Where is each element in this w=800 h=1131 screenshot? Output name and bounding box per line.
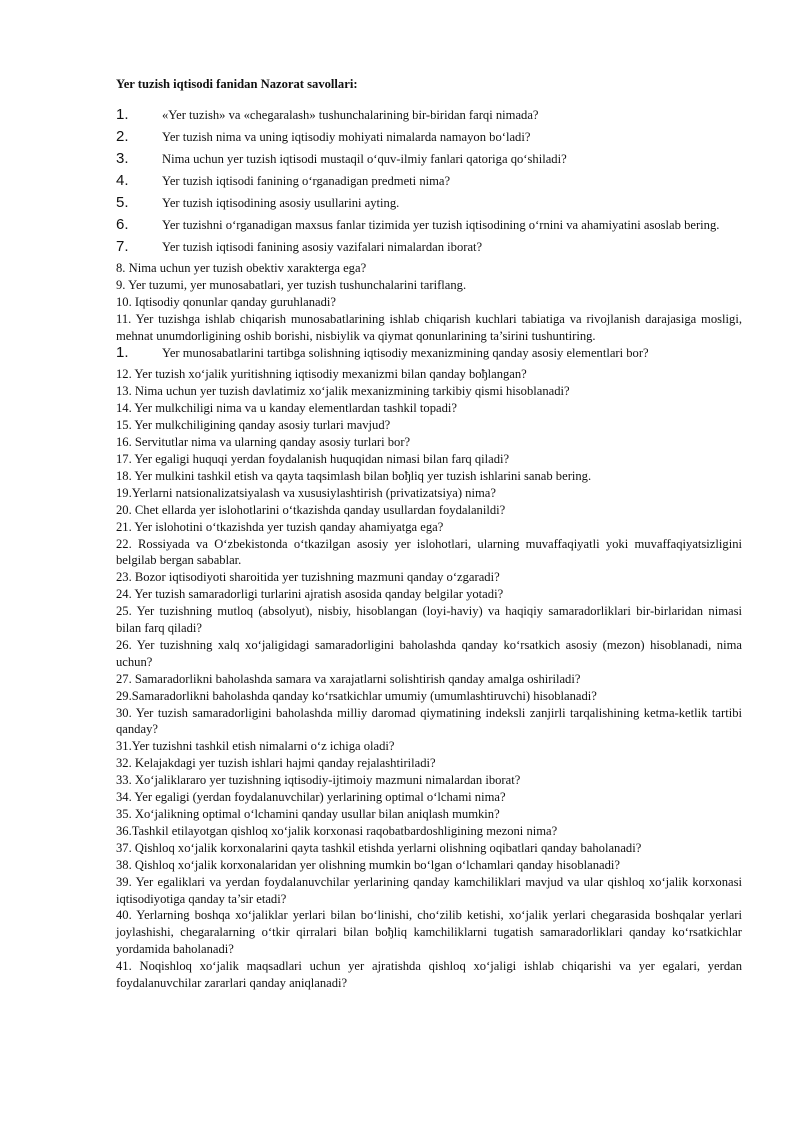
question-number: 1.: [116, 344, 129, 362]
question-item: 38. Qishloq xo‘jalik korxonalaridan yer olishning mumkin bo‘lgan o‘lchamlari qanday hisoblanadi?: [116, 857, 620, 872]
question-number: 5.: [116, 193, 129, 211]
question-item: 9. Yer tuzumi, yer munosabatlari, yer tuzish tushunchalarini tariflang.: [116, 277, 467, 292]
question-number: 2.: [116, 127, 129, 145]
question-number: 3.: [116, 149, 129, 167]
question-item: [116, 344, 742, 362]
question-text: Yer munosabatlarini tartibga solishning iqtisodiy mexanizmining qanday asosiy elementlari bor?: [162, 346, 649, 361]
question-item: 34. Yer egaligi (yerdan foydalanuvchilar) yerlarining optimal o‘lchami nima?: [116, 790, 506, 805]
question-item: 33. Xo‘jaliklararo yer tuzishning iqtisodiy-ijtimoiy mazmuni nimalardan iborat?: [116, 773, 521, 788]
question-item: 39. Yer egaliklari va yerdan foydalanuvchilar yerlarining qanday kamchiliklari mavjud va ular qishloq xo‘jalik korxonasi iqtisodiyotiga qanday ta’sir etadi?: [116, 874, 742, 906]
question-item: 14. Yer mulkchiligi nima va u kanday elementlardan tashkil topadi?: [116, 401, 458, 416]
question-item: 41. Noqishloq xo‘jalik maqsadlari uchun yer ajratishda qishloq xo‘jaligi ishlab chiqarishi va yer egalari, yerdan foydalanuvchilar zararlari qanday aniqlanadi?: [116, 959, 742, 991]
question-list-a: [116, 260, 742, 345]
question-item: 8. Nima uchun yer tuzish obektiv xarakterga ega?: [116, 260, 367, 275]
question-item: 12. Yer tuzish xo‘jalik yuritishning iqtisodiy mexanizmi bilan qanday boђlangan?: [116, 367, 527, 382]
question-item: [116, 106, 742, 124]
question-item: [116, 216, 742, 234]
question-item: 24. Yer tuzish samaradorligi turlarini ajratish asosida qanday belgilar yotadi?: [116, 587, 504, 602]
question-item: 23. Bozor iqtisodiyoti sharoitida yer tuzishning mazmuni qanday o‘zgaradi?: [116, 570, 500, 585]
question-item: 13. Nima uchun yer tuzish davlatimiz xo‘jalik mexanizmining tarkibiy qismi hisoblanadi?: [116, 384, 570, 399]
question-item: 22. Rossiyada va O‘zbekistonda o‘tkazilgan asosiy yer islohotlari, ularning muvaffaqiyatli yoki muvaffaqiyatsizligini belgilab bergan sabablar.: [116, 536, 742, 568]
question-item: 25. Yer tuzishning mutloq (absolyut), nisbiy, hisoblangan (loyi-haviy) va haqiqiy samaradorliklari bir-birlaridan nimasi bilan farq qiladi?: [116, 604, 742, 636]
question-number: 6.: [116, 215, 129, 233]
question-item: 32. Kelajakdagi yer tuzish ishlari hajmi qanday rejalashtiriladi?: [116, 756, 436, 771]
question-text: Yer tuzishni o‘rganadigan maxsus fanlar tizimida yer tuzish iqtisodining o‘rnini va ahamiyatini asoslab bering.: [162, 217, 720, 232]
question-item: 37. Qishloq xo‘jalik korxonalarini qayta tashkil etishda yerlarni olishning oqibatlari qanday baholanadi?: [116, 840, 642, 855]
question-text: Yer tuzish iqtisodi fanining asosiy vazifalari nimalardan iborat?: [162, 239, 483, 254]
question-text: Yer tuzish iqtisodi fanining o‘rganadigan predmeti nima?: [162, 173, 451, 188]
question-item: 29.Samaradorlikni baholashda qanday ko‘rsatkichlar umumiy (umumlashtiruvchi) hisoblanadi?: [116, 688, 597, 703]
question-item: [116, 172, 742, 190]
question-item: [116, 128, 742, 146]
question-text: Yer tuzish iqtisodining asosiy usullarini ayting.: [162, 195, 400, 210]
question-number: 7.: [116, 237, 129, 255]
question-item: 40. Yerlarning boshqa xo‘jaliklar yerlari bilan bo‘linishi, cho‘zilib ketishi, xo‘jalik yerlari chegarasida boshqalar yerlari joylashishi, chegaralarning o‘tkir qirralari bilan boђliq kamchiliklarni tugatish samaradorliklari qanday ko‘rsatkichlar yordamida baholanadi?: [116, 908, 742, 957]
question-item: 36.Tashkil etilayotgan qishloq xo‘jalik korxonasi raqobatbardoshligining mezoni nima?: [116, 823, 558, 838]
question-item: 19.Yerlarni natsionalizatsiyalash va xususiylashtirish (privatizatsiya) nima?: [116, 485, 496, 500]
question-number: 1.: [116, 105, 129, 123]
question-item: 18. Yer mulkini tashkil etish va qayta taqsimlash bilan boђliq yer tuzish ishlarini sanab bering.: [116, 468, 592, 483]
question-item: [116, 238, 742, 256]
question-item: 20. Chet ellarda yer islohotlarini o‘tkazishda qanday usullardan foydalanildi?: [116, 502, 506, 517]
question-item: 17. Yer egaligi huquqi yerdan foydalanish huquqidan nimasi bilan farq qiladi?: [116, 451, 510, 466]
question-item: [116, 194, 742, 212]
question-item: 16. Servitutlar nima va ularning qanday asosiy turlari bor?: [116, 435, 411, 450]
document-title: Yer tuzish iqtisodi fanidan Nazorat savollari:: [116, 77, 358, 91]
question-item: 11. Yer tuzishga ishlab chiqarish munosabatlarining ishlab chiqarish kuchlari tabiatiga va rivojlanish darajasiga mosligi, mehnat unumdorligining oshib borishi, nisbiylik va qiymat qonunlarining ta’sirini tushuntiring.: [116, 311, 742, 343]
question-text: «Yer tuzish» va «chegaralash» tushunchalarining bir-biridan farqi nimada?: [162, 107, 539, 122]
question-text: Nima uchun yer tuzish iqtisodi mustaqil o‘quv-ilmiy fanlari qatoriga qo‘shiladi?: [162, 151, 567, 166]
question-number: 4.: [116, 171, 129, 189]
numbered-question-b: [116, 344, 742, 362]
question-item: 27. Samaradorlikni baholashda samara va xarajatlarni solishtirish qanday amalga oshiriladi?: [116, 671, 581, 686]
question-item: 26. Yer tuzishning xalq xo‘jaligidagi samaradorligini baholashda qanday ko‘rsatkich asosiy (mezon) hisoblanadi, nima uchun?: [116, 637, 742, 669]
question-item: 31.Yer tuzishni tashkil etish nimalarni o‘z ichiga oladi?: [116, 739, 395, 754]
question-list-b: [116, 366, 742, 992]
question-item: 10. Iqtisodiy qonunlar qanday guruhlanadi?: [116, 294, 336, 309]
question-item: 21. Yer islohotini o‘tkazishda yer tuzish qanday ahamiyatga ega?: [116, 519, 444, 534]
question-item: [116, 150, 742, 168]
question-item: 30. Yer tuzish samaradorligini baholashda milliy daromad qiymatining indeksli zanjirli tarqalishining ketma-ketlik tartibi qanday?: [116, 705, 742, 737]
question-text: Yer tuzish nima va uning iqtisodiy mohiyati nimalarda namayon bo‘ladi?: [162, 129, 531, 144]
numbered-question-list: [116, 106, 742, 256]
question-item: 15. Yer mulkchiligining qanday asosiy turlari mavjud?: [116, 418, 391, 433]
question-item: 35. Xo‘jalikning optimal o‘lchamini qanday usullar bilan aniqlash mumkin?: [116, 807, 500, 821]
